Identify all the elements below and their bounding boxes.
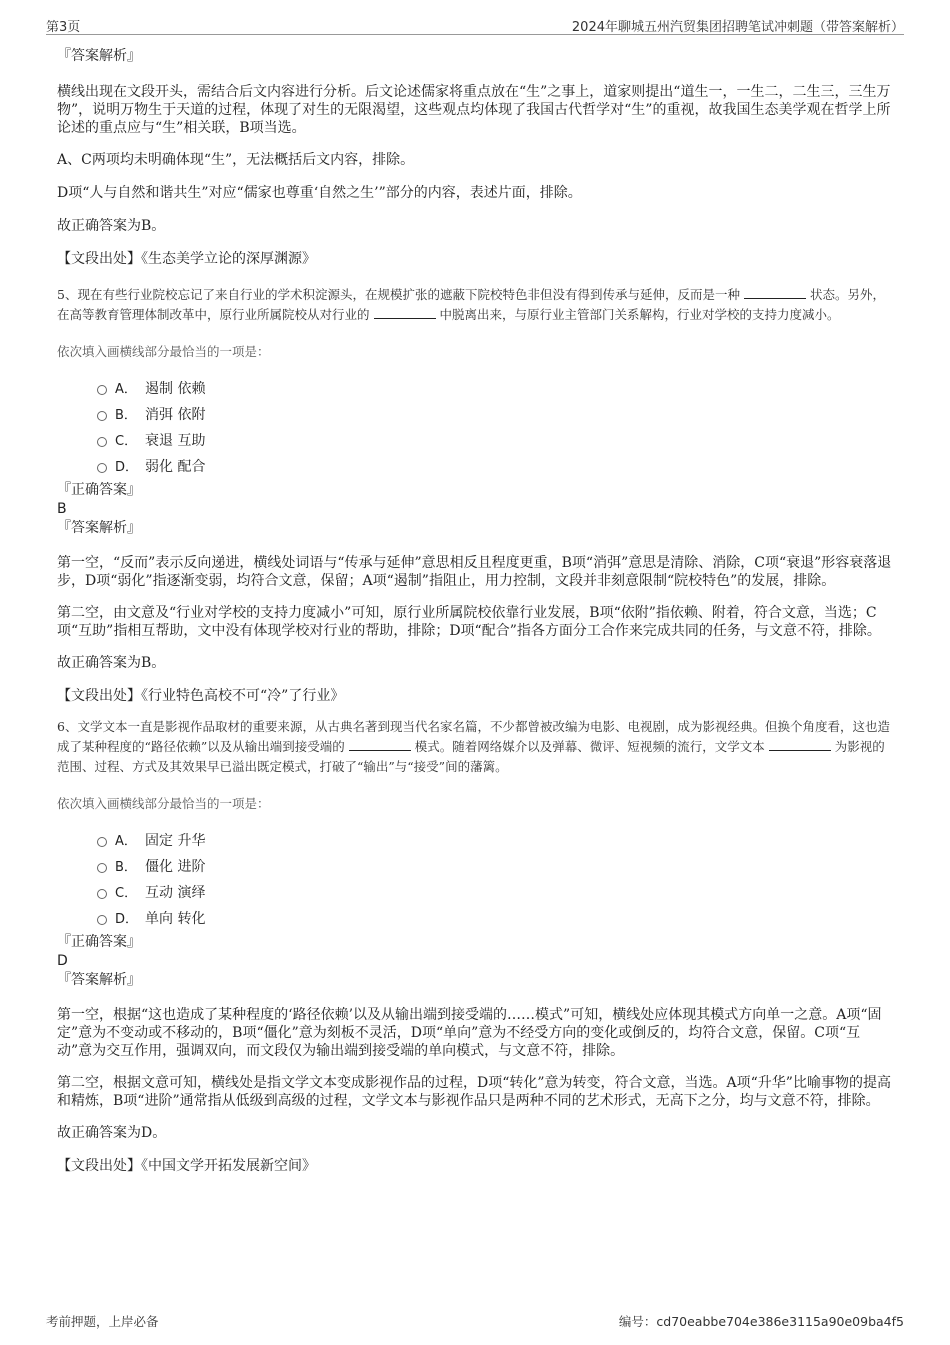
source-citation: 【文段出处】《行业特色高校不可“冷”了行业》: [57, 688, 345, 704]
option-d[interactable]: D． 单向 转化: [57, 906, 893, 932]
analysis-paragraph: 第二空，根据文意可知，横线处是指文学文本变成影视作品的过程，D项“转化”意为转变，符合文意，当选。A项“升华”比喻事物的提高和精炼，B项“进阶”通常指从低级到高级的过程，文学文本与影视作品只是两种不同的艺术形式，无高下之分，均与文意不符，排除。: [57, 1075, 891, 1109]
option-b[interactable]: B． 僵化 进阶: [57, 854, 893, 880]
source-citation: 【文段出处】《生态美学立论的深厚渊源》: [57, 251, 316, 267]
answer-conclusion: 故正确答案为B。: [57, 218, 166, 234]
option-a[interactable]: A． 遏制 依赖: [57, 376, 893, 402]
radio-icon[interactable]: [97, 411, 107, 421]
radio-icon[interactable]: [97, 437, 107, 447]
question-5: [57, 285, 893, 705]
document-id: 编号：cd70eabbe704e386e3115a90e09ba4f5: [618, 1314, 904, 1329]
fill-blank: [374, 306, 436, 319]
source-citation: 【文段出处】《中国文学开拓发展新空间》: [57, 1158, 316, 1174]
analysis-paragraph: A、C两项均未明确体现“生”，无法概括后文内容，排除。: [57, 152, 415, 168]
analysis-label: 『答案解析』: [57, 48, 141, 64]
question-hint: 依次填入画横线部分最恰当的一项是：: [57, 344, 270, 359]
option-c[interactable]: C． 互动 演绎: [57, 880, 893, 906]
analysis-label: 『答案解析』: [57, 520, 141, 536]
page-number: 第3页: [46, 20, 81, 35]
option-list: [57, 376, 893, 480]
fill-blank: [349, 738, 411, 751]
answer-conclusion: 故正确答案为D。: [57, 1125, 167, 1141]
correct-answer: B: [57, 501, 67, 517]
correct-answer: D: [57, 953, 68, 969]
analysis-paragraph: 第一空，根据“这也造成了某种程度的‘路径依赖’以及从输出端到接受端的……模式”可知，横线处应体现其模式方向单一之意。A项“固定”意为不变动或不移动的，B项“僵化”意为刻板不灵活，D项“单向”意为不经受方向的变化或倒反的，均符合文意，保留。C项“互动”意为交互作用，强调双向，而文段仅为输出端到接受端的单向模式，与文意不符，排除。: [57, 1007, 882, 1059]
question-6: [57, 717, 893, 1175]
radio-icon[interactable]: [97, 837, 107, 847]
analysis-paragraph: 横线出现在文段开头，需结合后文内容进行分析。后文论述儒家将重点放在“生”之事上，道家则提出“道生一，一生二，二生三，三生万物”，说明万物生于天道的过程，体现了对生的无限渴望，这些观点均体现了我国古代哲学对“生”的重视，故我国生态美学观在哲学上所论述的重点应与“生”相关联，B项当选。: [57, 84, 891, 136]
option-b[interactable]: B． 消弭 依附: [57, 402, 893, 428]
question-stem: 6、文学文本一直是影视作品取材的重要来源，从古典名著到现当代名家名篇，不少都曾被改编为电影、电视剧，成为影视经典。但换个角度看，这也造成了某种程度的“路径依赖”以及从输出端到接受端的 模式。随着网络媒介以及弹幕、微评、短视频的流行，文学文本 为影视的范围、过程、方式及其效果早已溢出既定模式，打破了“输出”与“接受”间的藩篱。: [57, 719, 890, 774]
document-title: 2024年聊城五州汽贸集团招聘笔试冲刺题（带答案解析）: [571, 20, 904, 35]
option-d[interactable]: D． 弱化 配合: [57, 454, 893, 480]
radio-icon[interactable]: [97, 915, 107, 925]
question-stem: 5、现在有些行业院校忘记了来自行业的学术积淀源头，在规模扩张的遮蔽下院校特色非但没有得到传承与延伸，反而是一种 状态。另外，在高等教育管理体制改革中，原行业所属院校从对行业的 中脱离出来，与原行业主管部门关系解构，行业对学校的支持力度减小。: [57, 287, 885, 322]
analysis-label: 『答案解析』: [57, 972, 141, 988]
footer-slogan: 考前押题，上岸必备: [46, 1314, 159, 1329]
answer-conclusion: 故正确答案为B。: [57, 655, 166, 671]
analysis-paragraph: 第二空，由文意及“行业对学校的支持力度减小”可知，原行业所属院校依靠行业发展，B项“依附”指依赖、附着，符合文意，当选；C项“互助”指相互帮助，文中没有体现学校对行业的帮助，排除；D项“配合”指各方面分工合作来完成共同的任务，与文意不符，排除。: [57, 605, 881, 639]
radio-icon[interactable]: [97, 863, 107, 873]
fill-blank: [744, 286, 806, 299]
page-header: [46, 14, 904, 35]
correct-answer-label: 『正确答案』: [57, 934, 141, 950]
radio-icon[interactable]: [97, 385, 107, 395]
page-content: [57, 44, 893, 1175]
analysis-paragraph: 第一空，“反而”表示反向递进，横线处词语与“传承与延伸”意思相反且程度更重，B项“消弭”意思是清除、消除，C项“衰退”形容衰落退步，D项“弱化”指逐渐变弱，均符合文意，保留；A项“遏制”指阻止，用力控制，文段并非刻意限制“院校特色”的发展，排除。: [57, 555, 892, 589]
page-footer: [46, 1310, 904, 1332]
option-c[interactable]: C． 衰退 互助: [57, 428, 893, 454]
fill-blank: [769, 738, 831, 751]
question-hint: 依次填入画横线部分最恰当的一项是：: [57, 796, 270, 811]
radio-icon[interactable]: [97, 889, 107, 899]
option-a[interactable]: A． 固定 升华: [57, 828, 893, 854]
correct-answer-label: 『正确答案』: [57, 482, 141, 498]
radio-icon[interactable]: [97, 463, 107, 473]
option-list: [57, 828, 893, 932]
analysis-paragraph: D项“人与自然和谐共生”对应“儒家也尊重‘自然之生’”部分的内容，表述片面，排除。: [57, 185, 582, 201]
